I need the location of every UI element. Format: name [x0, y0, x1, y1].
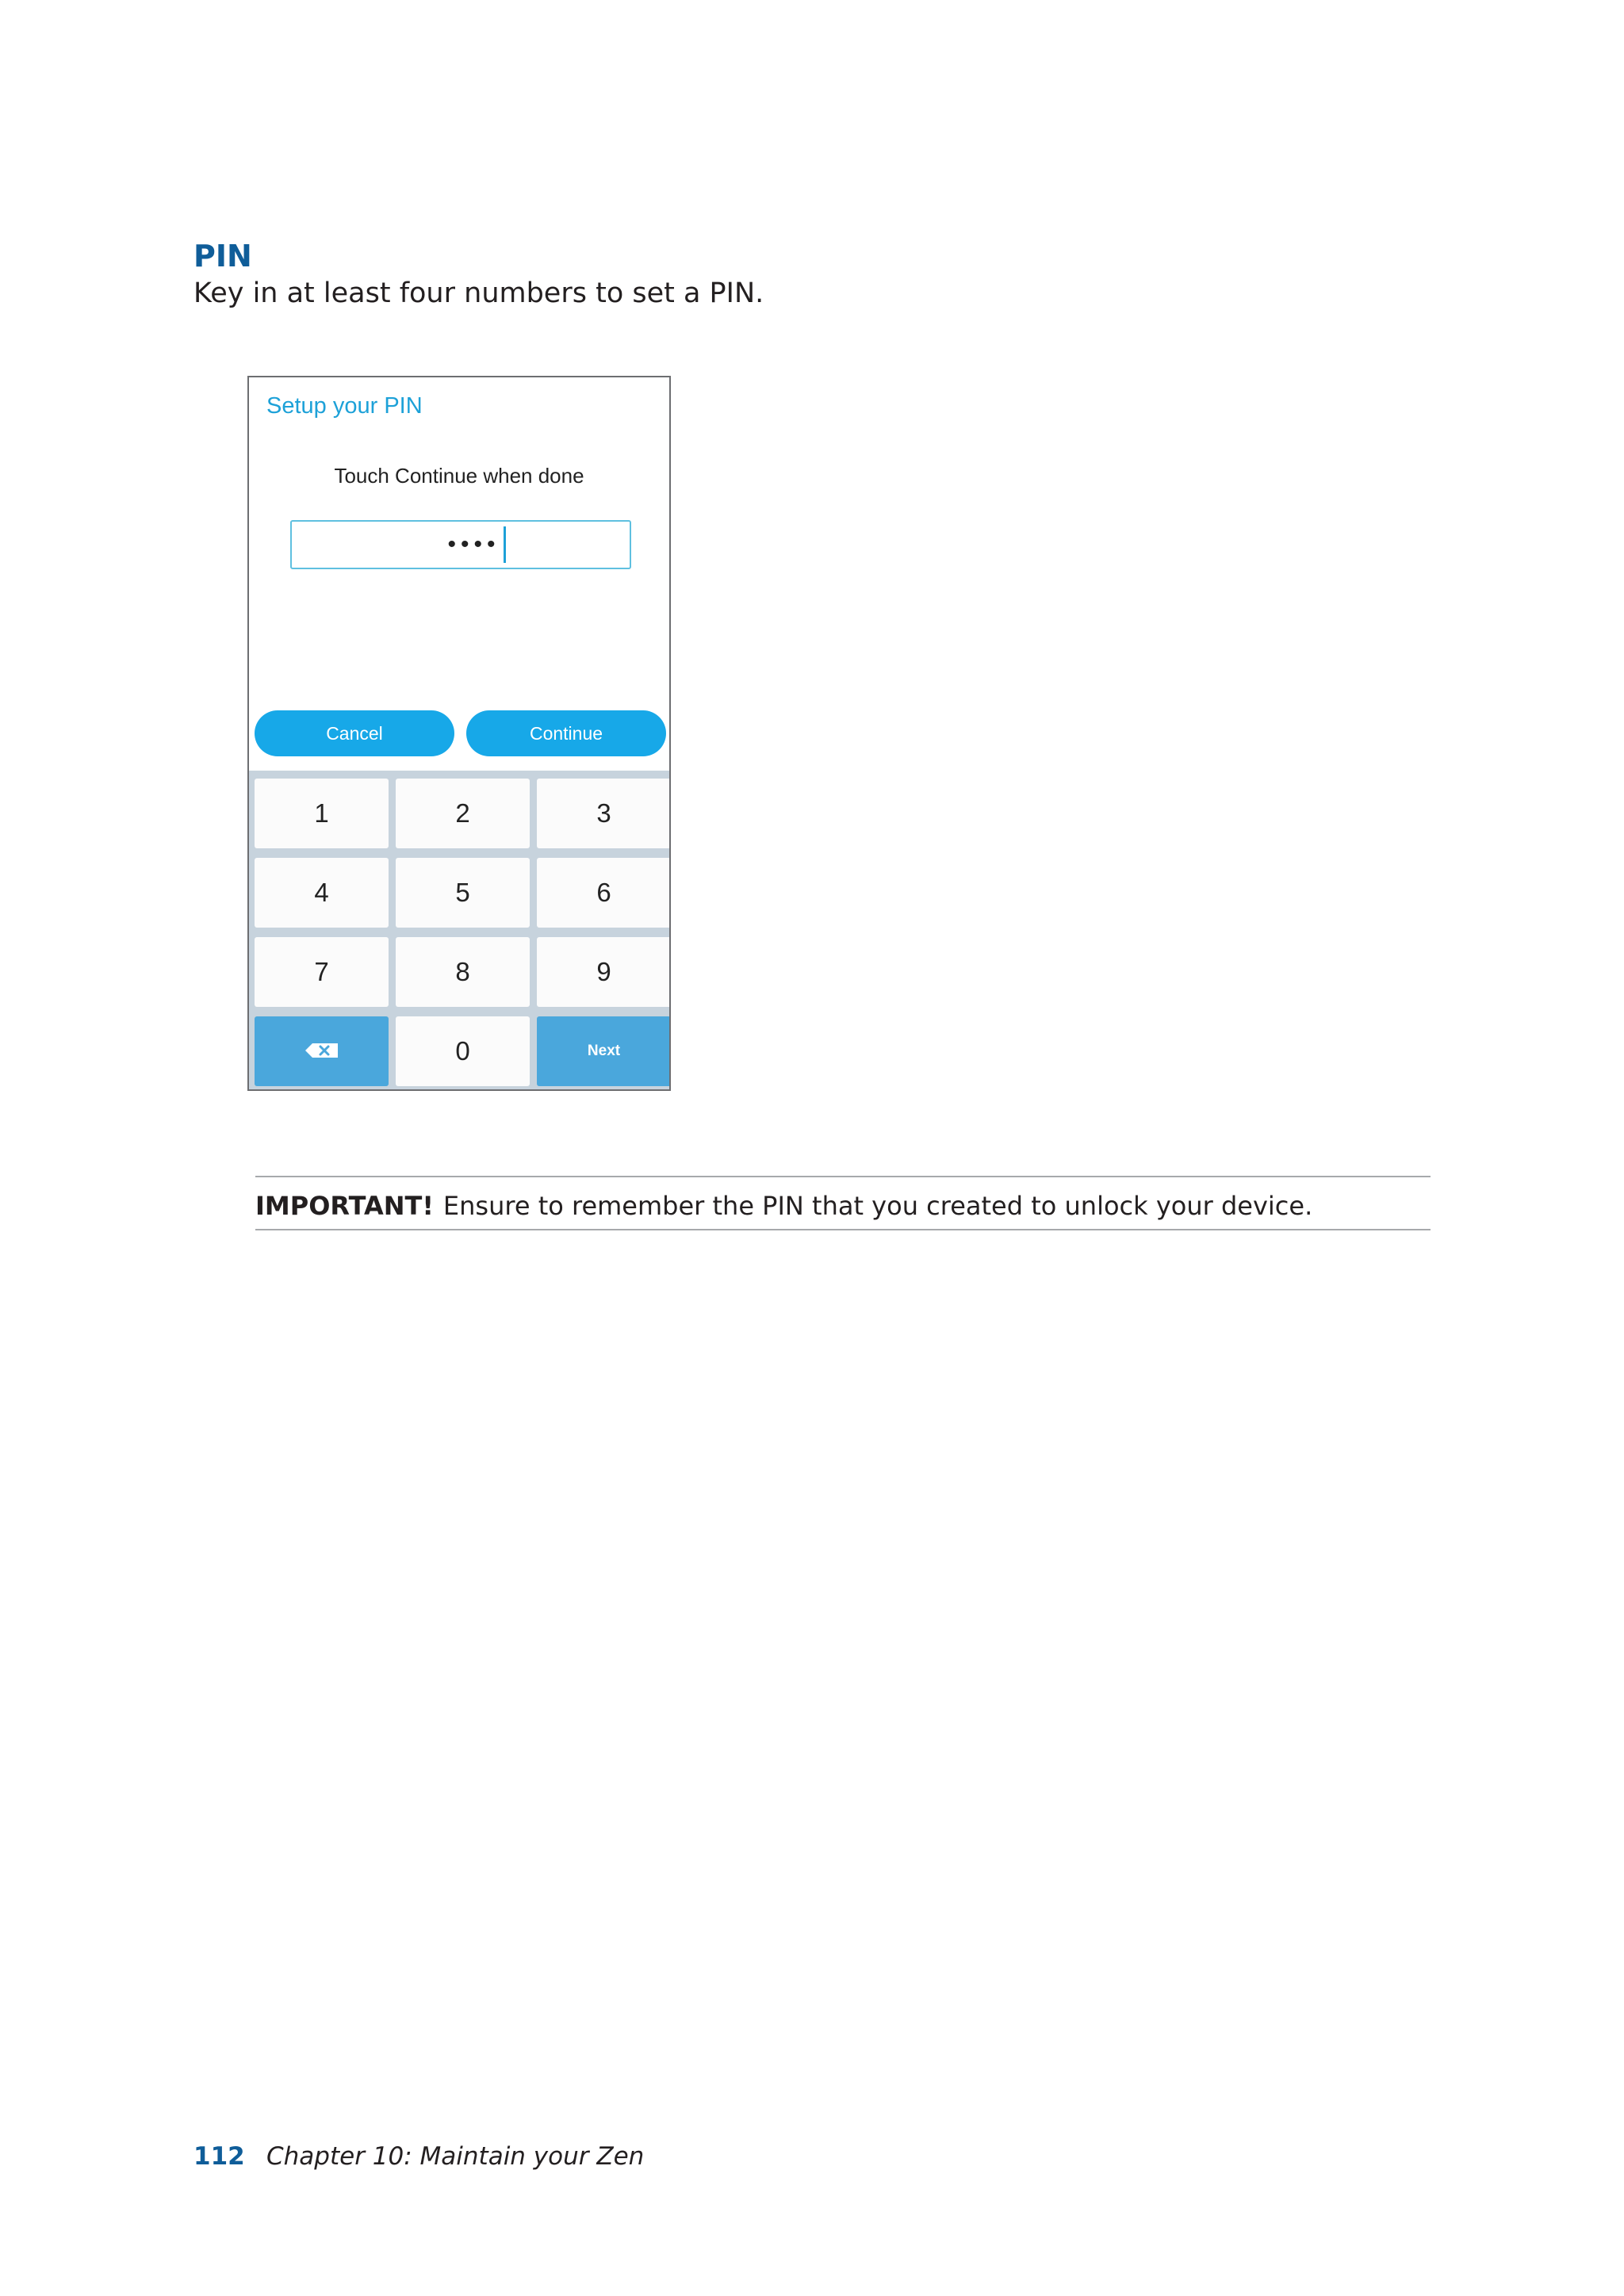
- important-text: Ensure to remember the PIN that you created to unlock your device.: [442, 1191, 1313, 1221]
- next-key[interactable]: Next: [537, 1016, 671, 1086]
- key-7[interactable]: 7: [255, 937, 389, 1007]
- key-3[interactable]: 3: [537, 779, 671, 848]
- section-title: PIN: [193, 239, 252, 274]
- pin-instruction: Touch Continue when done: [334, 464, 584, 488]
- page-number: 112: [193, 2142, 245, 2171]
- pin-masked-value: ••••: [447, 531, 500, 557]
- cancel-button[interactable]: Cancel: [255, 710, 454, 756]
- key-8[interactable]: 8: [396, 937, 530, 1007]
- key-6[interactable]: 6: [537, 858, 671, 928]
- key-0[interactable]: 0: [396, 1016, 530, 1086]
- key-2[interactable]: 2: [396, 779, 530, 848]
- backspace-key[interactable]: [255, 1016, 389, 1086]
- numeric-keypad: [249, 771, 669, 1091]
- important-label: IMPORTANT!: [255, 1191, 434, 1221]
- setup-pin-title: Setup your PIN: [266, 393, 423, 419]
- key-1[interactable]: 1: [255, 779, 389, 848]
- key-4[interactable]: 4: [255, 858, 389, 928]
- text-cursor: [504, 526, 506, 563]
- note-divider-top: [255, 1176, 1431, 1177]
- section-intro: Key in at least four numbers to set a PIN.: [193, 277, 764, 309]
- continue-button[interactable]: Continue: [466, 710, 666, 756]
- important-note: [255, 1188, 1312, 1224]
- key-9[interactable]: 9: [537, 937, 671, 1007]
- backspace-icon: [304, 1043, 339, 1058]
- chapter-title: Chapter 10: Maintain your Zen: [266, 2142, 645, 2171]
- key-5[interactable]: 5: [396, 858, 530, 928]
- note-divider-bottom: [255, 1229, 1431, 1230]
- phone-screenshot: [247, 376, 671, 1091]
- pin-input[interactable]: [290, 520, 631, 569]
